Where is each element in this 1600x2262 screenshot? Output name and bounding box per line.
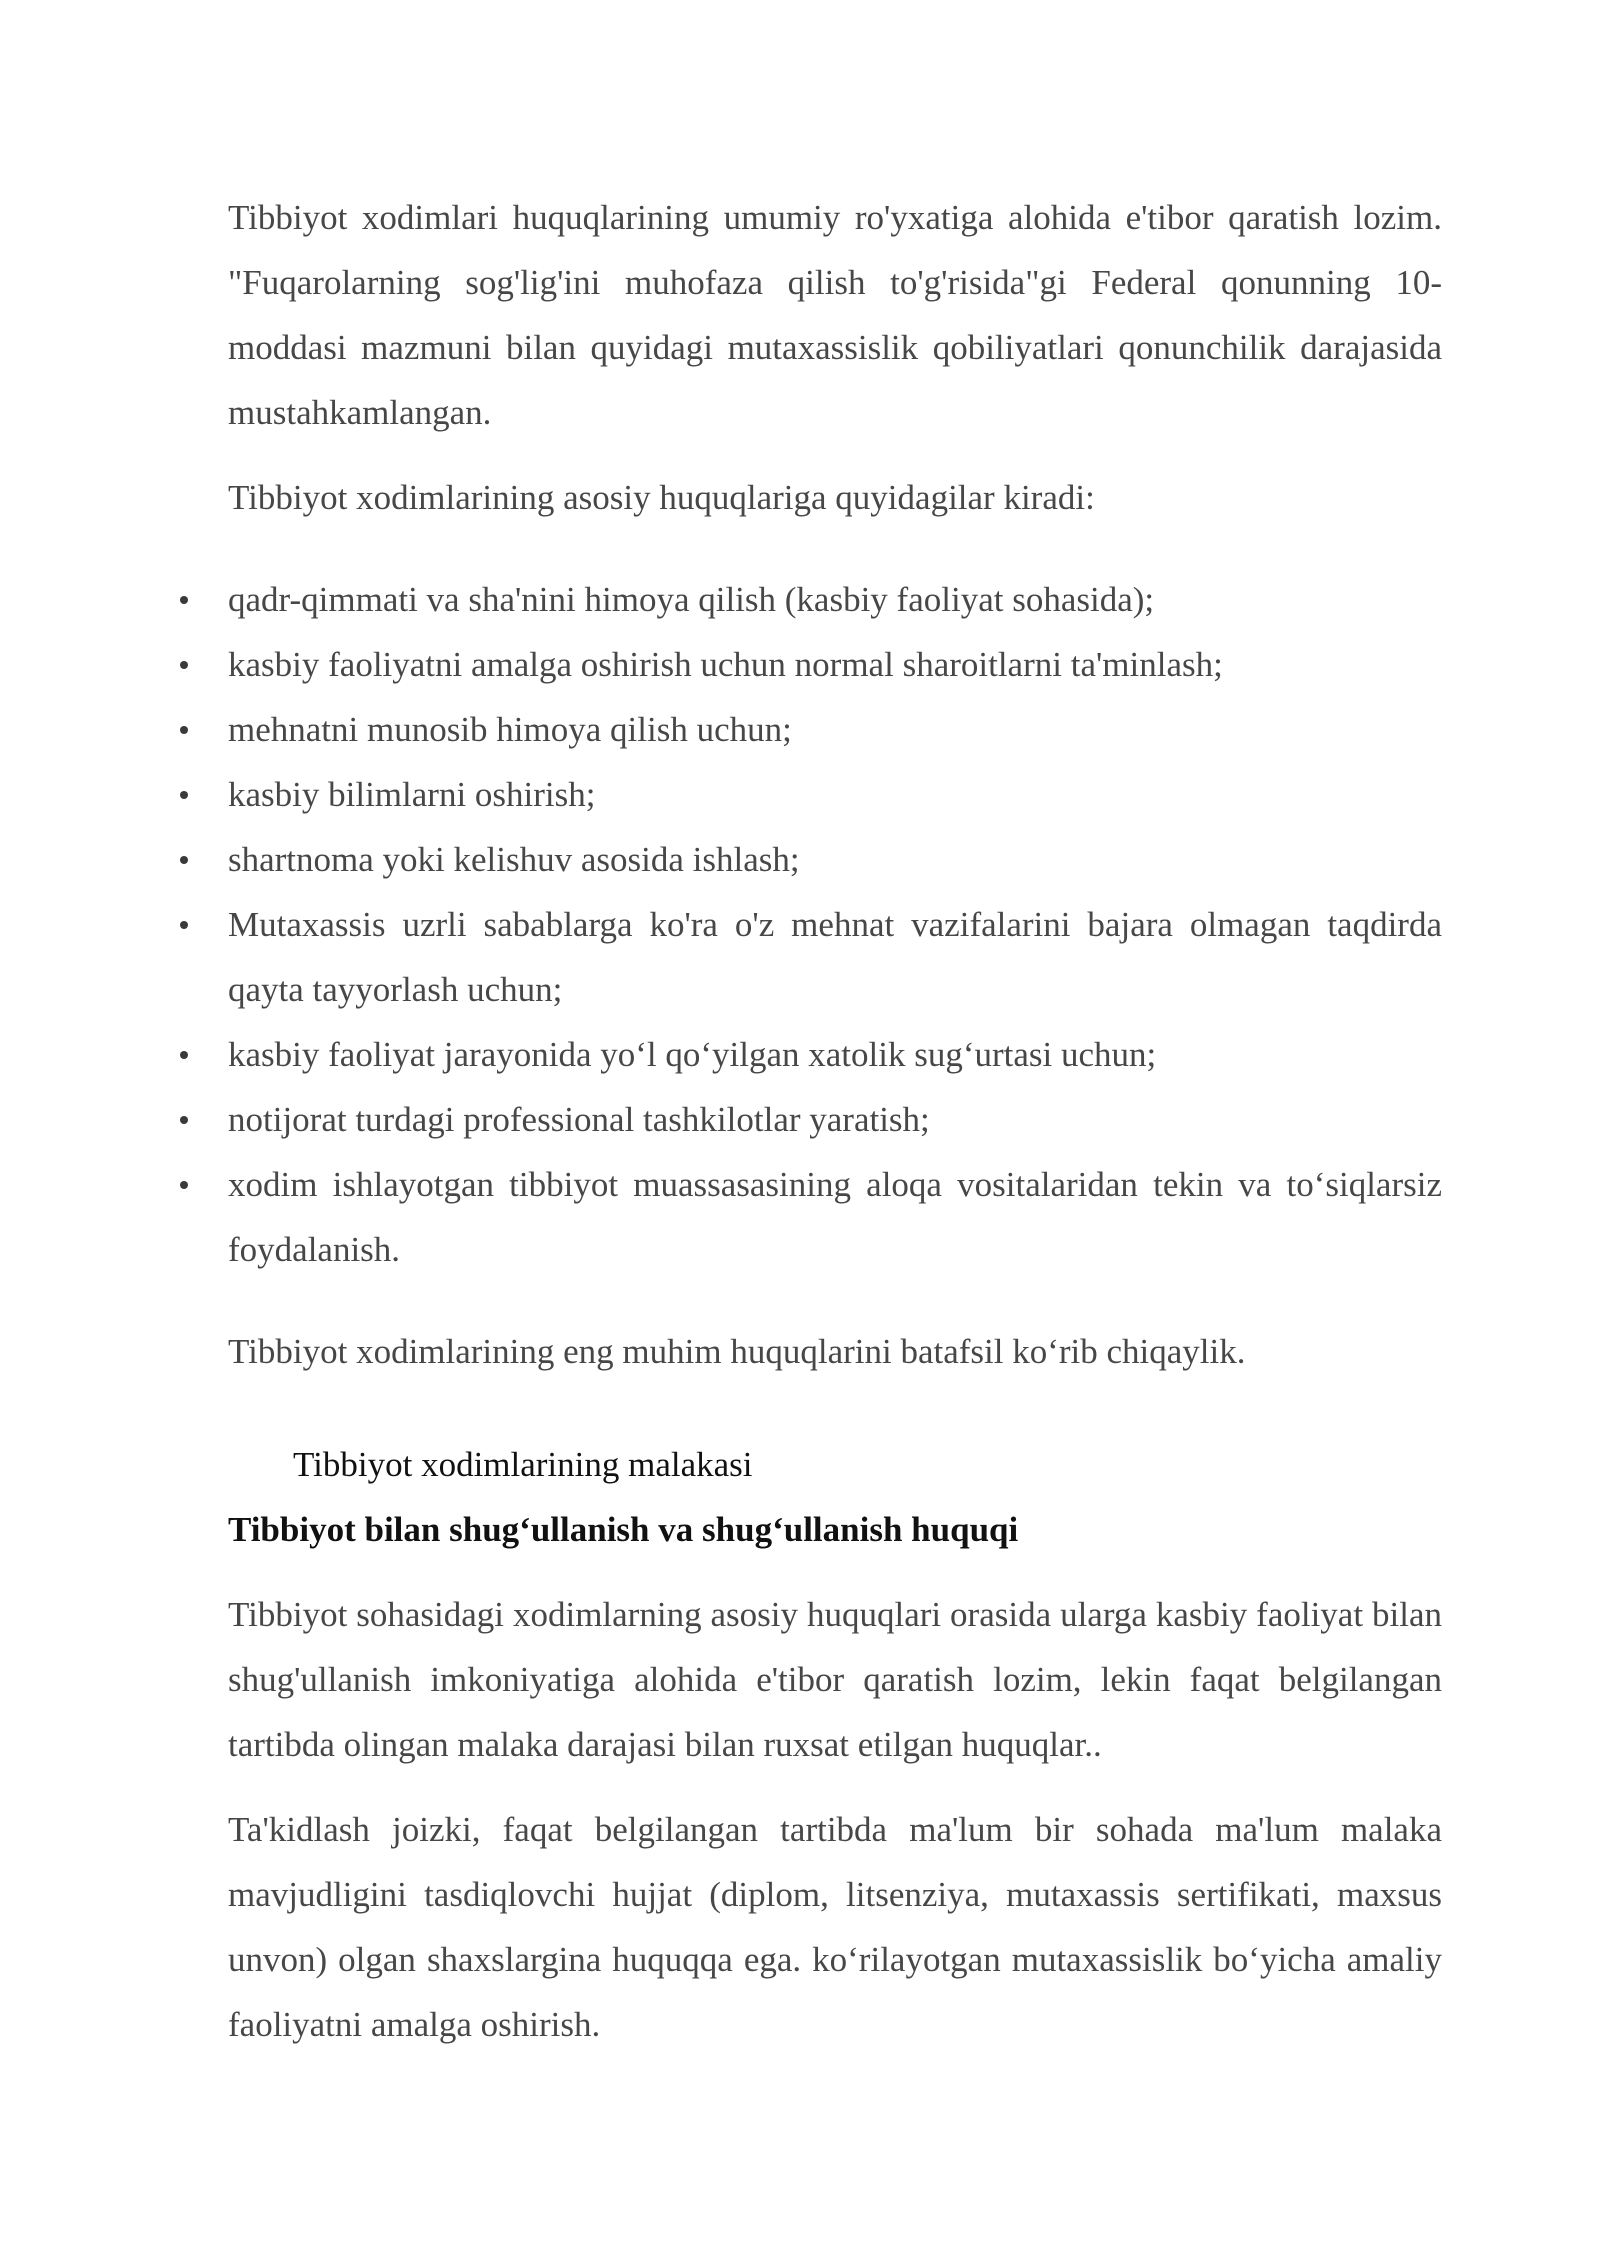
body-paragraph-1: Tibbiyot sohasidagi xodimlarning asosiy huquqlari orasida ularga kasbiy faoliyat bilan shug'ullanish imkoniyatiga alohida e'tibor qaratish lozim, lekin faqat belgilangan tartibda olingan malaka darajasi bilan ruxsat etilgan huquqlar.. (228, 1595, 1442, 1764)
list-item-text: kasbiy faoliyatni amalga oshirish uchun normal sharoitlarni ta'minlash; (228, 645, 1223, 684)
list-item (228, 1022, 1442, 1087)
list-item (228, 762, 1442, 827)
bullet-icon (180, 726, 188, 734)
bullet-icon (180, 596, 188, 604)
list-item (228, 1087, 1442, 1152)
list-item-text: kasbiy bilimlarni oshirish; (228, 775, 596, 814)
list-item-text: mehnatni munosib himoya qilish uchun; (228, 710, 792, 749)
body-paragraph-2: Ta'kidlash joizki, faqat belgilangan tartibda ma'lum bir sohada ma'lum malaka mavjudligini tasdiqlovchi hujjat (diplom, litsenziya, mutaxassis sertifikati, maxsus unvon) olgan shaxslargina huquqqa ega. ko‘rilayotgan mutaxassislik bo‘yicha amaliy faoliyatni amalga oshirish. (228, 1810, 1442, 2044)
intro-paragraph: Tibbiyot xodimlari huquqlarining umumiy ro'yxatiga alohida e'tibor qaratish lozim. "Fuqarolarning sog'lig'ini muhofaza qilish to'g'risida"gi Federal qonunning 10-moddasi mazmuni bilan quyidagi mutaxassislik qobiliyatlari qonunchilik darajasida mustahkamlangan. (228, 198, 1442, 432)
transition-paragraph: Tibbiyot xodimlarining eng muhim huquqlarini batafsil ko‘rib chiqaylik. (228, 1332, 1246, 1371)
list-item (228, 827, 1442, 892)
list-item-text: xodim ishlayotgan tibbiyot muassasasining aloqa vositalaridan tekin va to‘siqlarsiz foydalanish. (228, 1165, 1442, 1269)
list-item (228, 632, 1442, 697)
bullet-icon (180, 921, 188, 929)
list-item (228, 697, 1442, 762)
list-item-text: qadr-qimmati va sha'nini himoya qilish (kasbiy faoliyat sohasida); (228, 580, 1155, 619)
bullet-icon (180, 856, 188, 864)
rights-list (228, 567, 1442, 1282)
list-item (228, 567, 1442, 632)
bullet-icon (180, 661, 188, 669)
bullet-icon (180, 1181, 188, 1189)
list-item-text: notijorat turdagi professional tashkilotlar yaratish; (228, 1100, 930, 1139)
list-item-text: kasbiy faoliyat jarayonida yo‘l qo‘yilgan xatolik sug‘urtasi uchun; (228, 1035, 1157, 1074)
list-item-text: Mutaxassis uzrli sabablarga ko'ra o'z mehnat vazifalarini bajara olmagan taqdirda qayta tayyorlash uchun; (228, 905, 1442, 1009)
list-intro-paragraph: Tibbiyot xodimlarining asosiy huquqlariga quyidagilar kiradi: (228, 478, 1095, 517)
list-item (228, 1152, 1442, 1282)
bullet-icon (180, 1116, 188, 1124)
list-item (228, 892, 1442, 1022)
bullet-icon (180, 1051, 188, 1059)
list-item-text: shartnoma yoki kelishuv asosida ishlash; (228, 840, 800, 879)
section-title: Tibbiyot bilan shug‘ullanish va shug‘ullanish huquqi (228, 1510, 1019, 1549)
bullet-icon (180, 791, 188, 799)
document-page (228, 185, 1442, 2057)
subheading: Tibbiyot xodimlarining malakasi (293, 1445, 753, 1484)
